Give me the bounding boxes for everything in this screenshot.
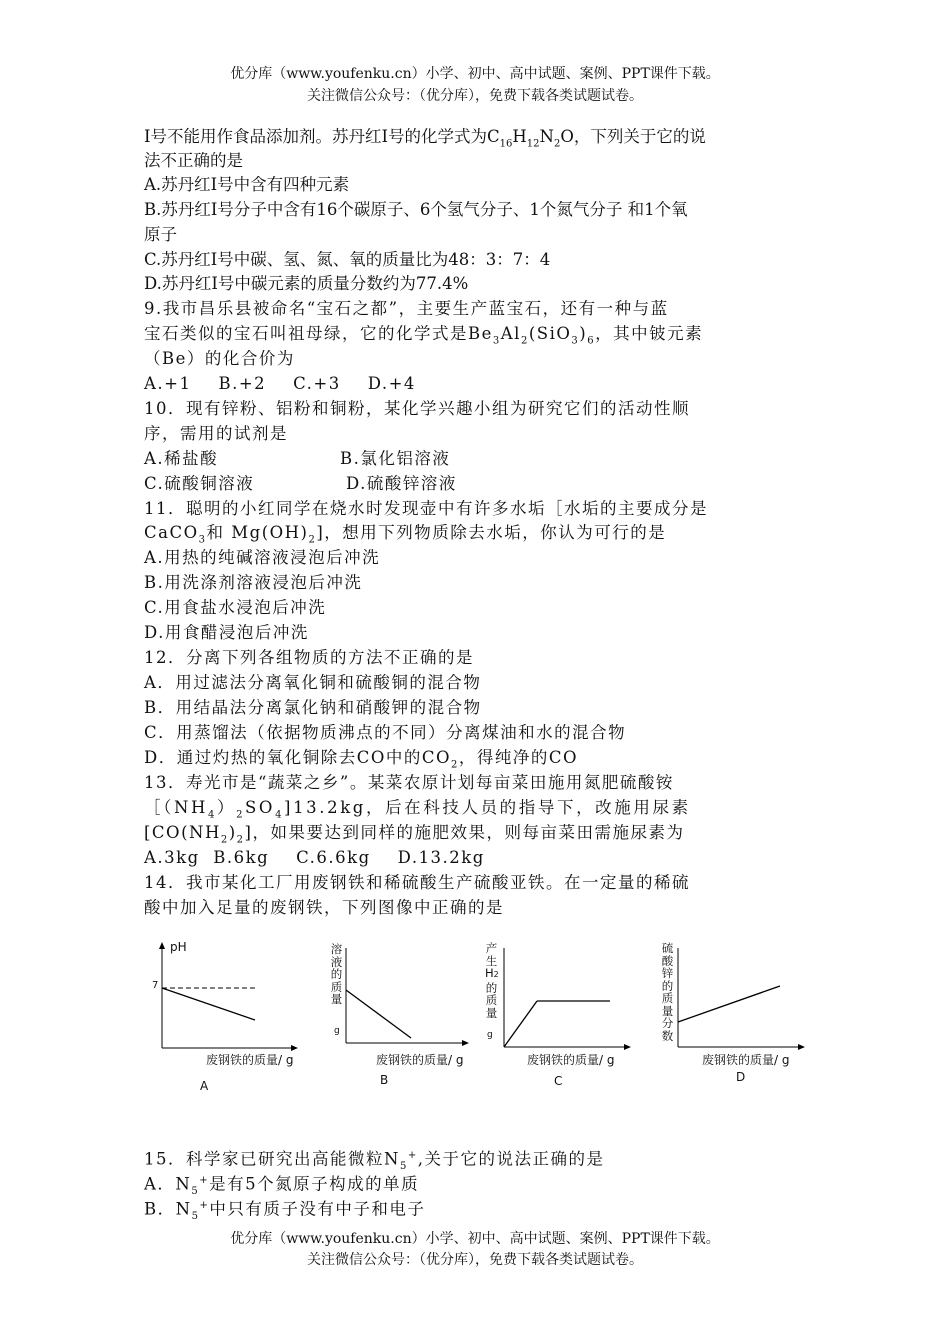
q8-intro-2: 法不正确的是 <box>144 151 243 170</box>
q8-intro: Ⅰ号不能用作食品添加剂。苏丹红Ⅰ号的化学式为$C_{16}H_{12}N_2O$，下列关于它的说 <box>144 127 706 150</box>
q10-stem: 10．现有锌粉、铝粉和铜粉，某化学兴趣小组为研究它们的活动性顺 <box>144 399 690 418</box>
q10-stem-2: 序，需用的试剂是 <box>144 424 288 443</box>
graph-a <box>150 940 320 1093</box>
graph-d-x-arrow <box>798 1044 805 1050</box>
q8-option-b: B.苏丹红Ⅰ号分子中含有16个碳原子、6个氢气分子、1个氮气分子 和1个氧 <box>144 200 688 219</box>
graph-a-ph7-label: 7 <box>152 980 159 991</box>
q11-option-d: D.用食醋浸泡后冲洗 <box>144 623 309 642</box>
q8-option-c: C.苏丹红Ⅰ号中碳、氢、氮、氧的质量比为48：3：7：4 <box>144 250 551 269</box>
q10-option-a: A.稀盐酸 <box>144 449 219 468</box>
q12-option-b: B．用结晶法分离氯化钠和硝酸钾的混合物 <box>144 698 482 717</box>
graph-a-letter: A <box>200 1079 209 1093</box>
q12-option-d: D．通过灼热的氧化铜除去CO中的$CO_2$，得纯净的CO <box>144 748 579 771</box>
graph-a-y-arrow <box>159 942 165 949</box>
q12-option-c: C．用蒸馏法（依据物质沸点的不同）分离煤油和水的混合物 <box>144 723 627 742</box>
graph-d-letter: D <box>736 1070 746 1084</box>
q13-stem: 13．寿光市是“蔬菜之乡”。某菜农原计划每亩菜田施用氮肥硫酸铵 <box>144 773 674 792</box>
page-header-line1: 优分库（www.youfenku.cn）小学、初中、高中试题、案例、PPT课件下载。 <box>230 66 720 82</box>
q9-stem-3: （Be）的化合价为 <box>144 349 295 368</box>
q12-option-a: A．用过滤法分离氧化铜和硫酸铜的混合物 <box>144 673 482 692</box>
q15-stem: 15．科学家已研究出高能微粒$N_5^+$,关于它的说法正确的是 <box>144 1149 605 1172</box>
q9-options: A.+1 B.+2 C.+3 D.+4 <box>144 374 416 393</box>
graph-c-curve-rise <box>504 1001 537 1047</box>
q11-stem-2: CaCO$_3$和 $Mg(OH)_2$]，想用下列物质除去水垢，你认为可行的是 <box>144 523 667 546</box>
q13-stem-2: $[(NH_4)_2SO_4]13.2kg$，后在科技人员的指导下，改施用尿素 <box>144 798 691 821</box>
q11-option-a: A.用热的纯碱溶液浸泡后冲洗 <box>144 548 381 567</box>
q10-option-b: B.氯化铝溶液 <box>340 449 451 468</box>
q8-option-d: D.苏丹红Ⅰ号中碳元素的质量分数约为77.4% <box>144 274 469 293</box>
q13-options: A.3kg B.6kg C.6.6kg D.13.2kg <box>144 848 485 867</box>
graph-c-unit: g <box>487 1030 493 1040</box>
q8-option-b-cont: 原子 <box>144 225 177 244</box>
graph-c-x-arrow <box>624 1044 631 1050</box>
q11-option-c: C.用食盐水浸泡后冲洗 <box>144 598 327 617</box>
graph-b-letter: B <box>380 1073 389 1087</box>
q15-option-a: A．$N_5^+$是有5个氮原子构成的单质 <box>144 1174 420 1197</box>
graph-c-ylabel: 产生H2的质量 <box>485 941 499 1020</box>
graph-c-letter: C <box>554 1074 563 1088</box>
q11-option-b: B.用洗涤剂溶液浸泡后冲洗 <box>144 573 363 592</box>
graph-d <box>660 940 810 1090</box>
graph-b <box>326 940 476 1090</box>
q14-stem: 14．我市某化工厂用废钢铁和稀硫酸生产硫酸亚铁。在一定量的稀硫 <box>144 873 690 892</box>
q14-stem-2: 酸中加入足量的废钢铁，下列图像中正确的是 <box>144 898 504 917</box>
q10-option-c: C.硫酸铜溶液 <box>144 474 255 493</box>
q12-stem: 12．分离下列各组物质的方法不正确的是 <box>144 648 474 667</box>
q13-stem-3: $[CO(NH_2)_2]$，如果要达到同样的施肥效果，则每亩菜田需施尿素为 <box>144 823 685 846</box>
q9-stem: 9.我市昌乐县被命名“宝石之都”，主要生产蓝宝石，还有一种与蓝 <box>144 299 669 318</box>
graph-c <box>482 940 637 1090</box>
q15-option-b: B．$N_5^+$中只有质子没有中子和电子 <box>144 1199 426 1222</box>
graph-d-xlabel: 废钢铁的质量/ g <box>702 1053 790 1067</box>
graph-b-ylabel: 溶液的质量 <box>330 942 343 1006</box>
graph-a-curve <box>162 988 255 1020</box>
graph-b-unit: g <box>334 1026 340 1036</box>
graph-d-ylabel: 硫酸锌的质量分数 <box>661 941 674 1043</box>
q9-stem-2: 宝石类似的宝石叫祖母绿，它的化学式是$Be_3Al_2(SiO_3)_6$，其中铍元素 <box>144 324 704 347</box>
page-header-line2: 关注微信公众号：（优分库），免费下载各类试题试卷。 <box>307 88 643 104</box>
graph-d-curve <box>678 986 780 1022</box>
graph-a-xlabel: 废钢铁的质量/ g <box>206 1053 294 1067</box>
q8-option-a: A.苏丹红Ⅰ号中含有四种元素 <box>144 175 350 194</box>
graph-b-xlabel: 废钢铁的质量/ g <box>376 1053 464 1067</box>
page-footer-line1: 优分库（www.youfenku.cn）小学、初中、高中试题、案例、PPT课件下载。 <box>230 1231 720 1247</box>
graph-b-x-arrow <box>462 1040 469 1046</box>
q10-option-d: D.硫酸锌溶液 <box>346 474 457 493</box>
graph-c-xlabel: 废钢铁的质量/ g <box>527 1053 615 1067</box>
graph-b-curve <box>346 990 411 1038</box>
page-footer-line2: 关注微信公众号：（优分库），免费下载各类试题试卷。 <box>307 1252 643 1268</box>
q11-stem: 11．聪明的小红同学在烧水时发现壶中有许多水垢［水垢的主要成分是 <box>144 499 708 518</box>
graph-a-ylabel: pH <box>170 940 187 954</box>
